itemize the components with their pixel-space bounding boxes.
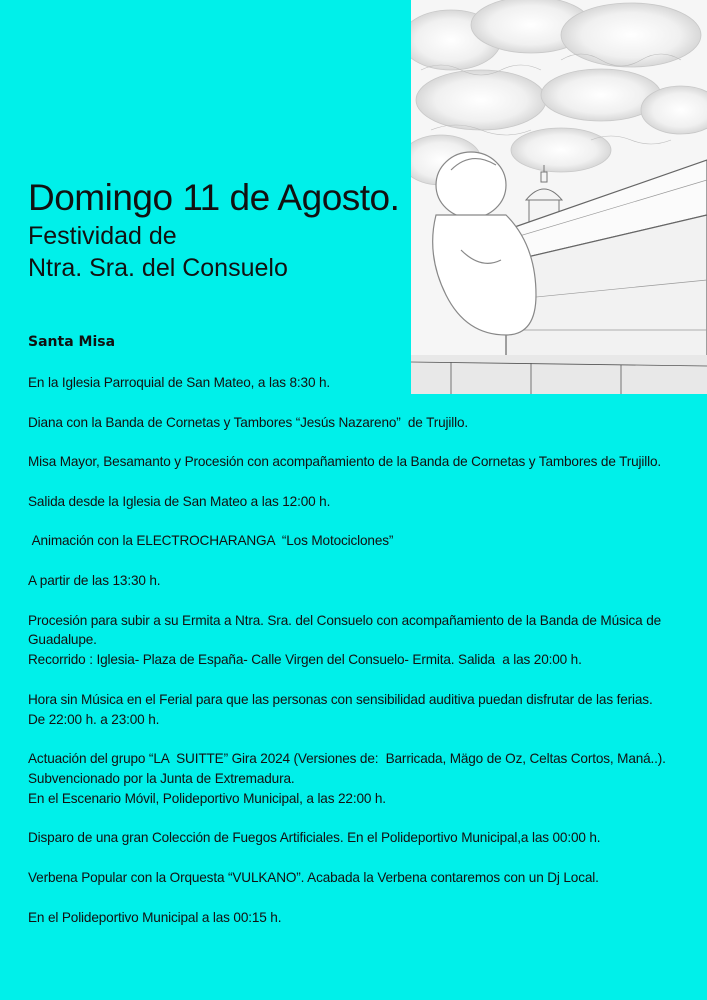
program-paragraph	[28, 690, 690, 730]
program-line: De 22:00 h. a 23:00 h.	[28, 711, 160, 727]
program-line: Animación con la ELECTROCHARANGA “Los Motociclones”	[28, 533, 394, 549]
program-line: En el Escenario Móvil, Polideportivo Municipal, a las 22:00 h.	[28, 790, 386, 806]
program-paragraph	[28, 531, 690, 551]
program-line: Hora sin Música en el Ferial para que las personas con sensibilidad auditiva puedan disfrutar de las ferias.	[28, 691, 653, 707]
program-line: En la Iglesia Parroquial de San Mateo, a las 8:30 h.	[28, 375, 331, 390]
page-title: Domingo 11 de Agosto.	[28, 177, 400, 218]
program-text	[28, 373, 690, 947]
title-block	[28, 176, 428, 284]
program-paragraph	[28, 908, 690, 928]
program-paragraph	[28, 868, 690, 888]
program-line: Salida desde la Iglesia de San Mateo a las 12:00 h.	[28, 493, 331, 509]
program-paragraph	[28, 749, 690, 808]
program-paragraph	[28, 571, 690, 591]
program-line: Recorrido : Iglesia- Plaza de España- Calle Virgen del Consuelo- Ermita. Salida a las 20:00 h.	[28, 652, 582, 668]
church-hermitage-cherub-photo	[411, 0, 707, 394]
program-line: En el Polideportivo Municipal a las 00:15 h.	[28, 909, 282, 925]
program-line: Misa Mayor, Besamanto y Procesión con acompañamiento de la Banda de Cornetas y Tambores de Trujillo.	[28, 454, 662, 470]
church-photo	[411, 0, 707, 394]
program-line: Actuación del grupo “LA SUITTE” Gira 2024 (Versiones de: Barricada, Mägo de Oz, Celtas Cortos, Maná..).	[28, 751, 666, 767]
program-paragraph	[28, 492, 690, 512]
program-line: Diana con la Banda de Cornetas y Tambores “Jesús Nazareno” de Trujillo.	[28, 414, 469, 430]
page-subtitle-line-2: Ntra. Sra. del Consuelo	[28, 254, 288, 282]
program-line: Verbena Popular con la Orquesta “VULKANO”. Acabada la Verbena contaremos con un Dj Local.	[28, 869, 599, 885]
page-subtitle-line-1: Festividad de	[28, 222, 177, 250]
program-paragraph	[28, 413, 690, 433]
program-paragraph	[28, 611, 690, 670]
program-paragraph	[28, 828, 690, 848]
program-line: A partir de las 13:30 h.	[28, 572, 161, 588]
program-paragraph	[28, 373, 690, 393]
section-title: Santa Misa	[28, 334, 116, 350]
program-line: Disparo de una gran Colección de Fuegos Artificiales. En el Polideportivo Municipal,a las 00:00 h.	[28, 830, 601, 846]
program-line: Subvencionado por la Junta de Extremadura.	[28, 770, 295, 786]
program-line: Procesión para subir a su Ermita a Ntra. Sra. del Consuelo con acompañamiento de la Banda de Música de Guadalupe.	[28, 612, 665, 648]
program-paragraph	[28, 452, 690, 472]
